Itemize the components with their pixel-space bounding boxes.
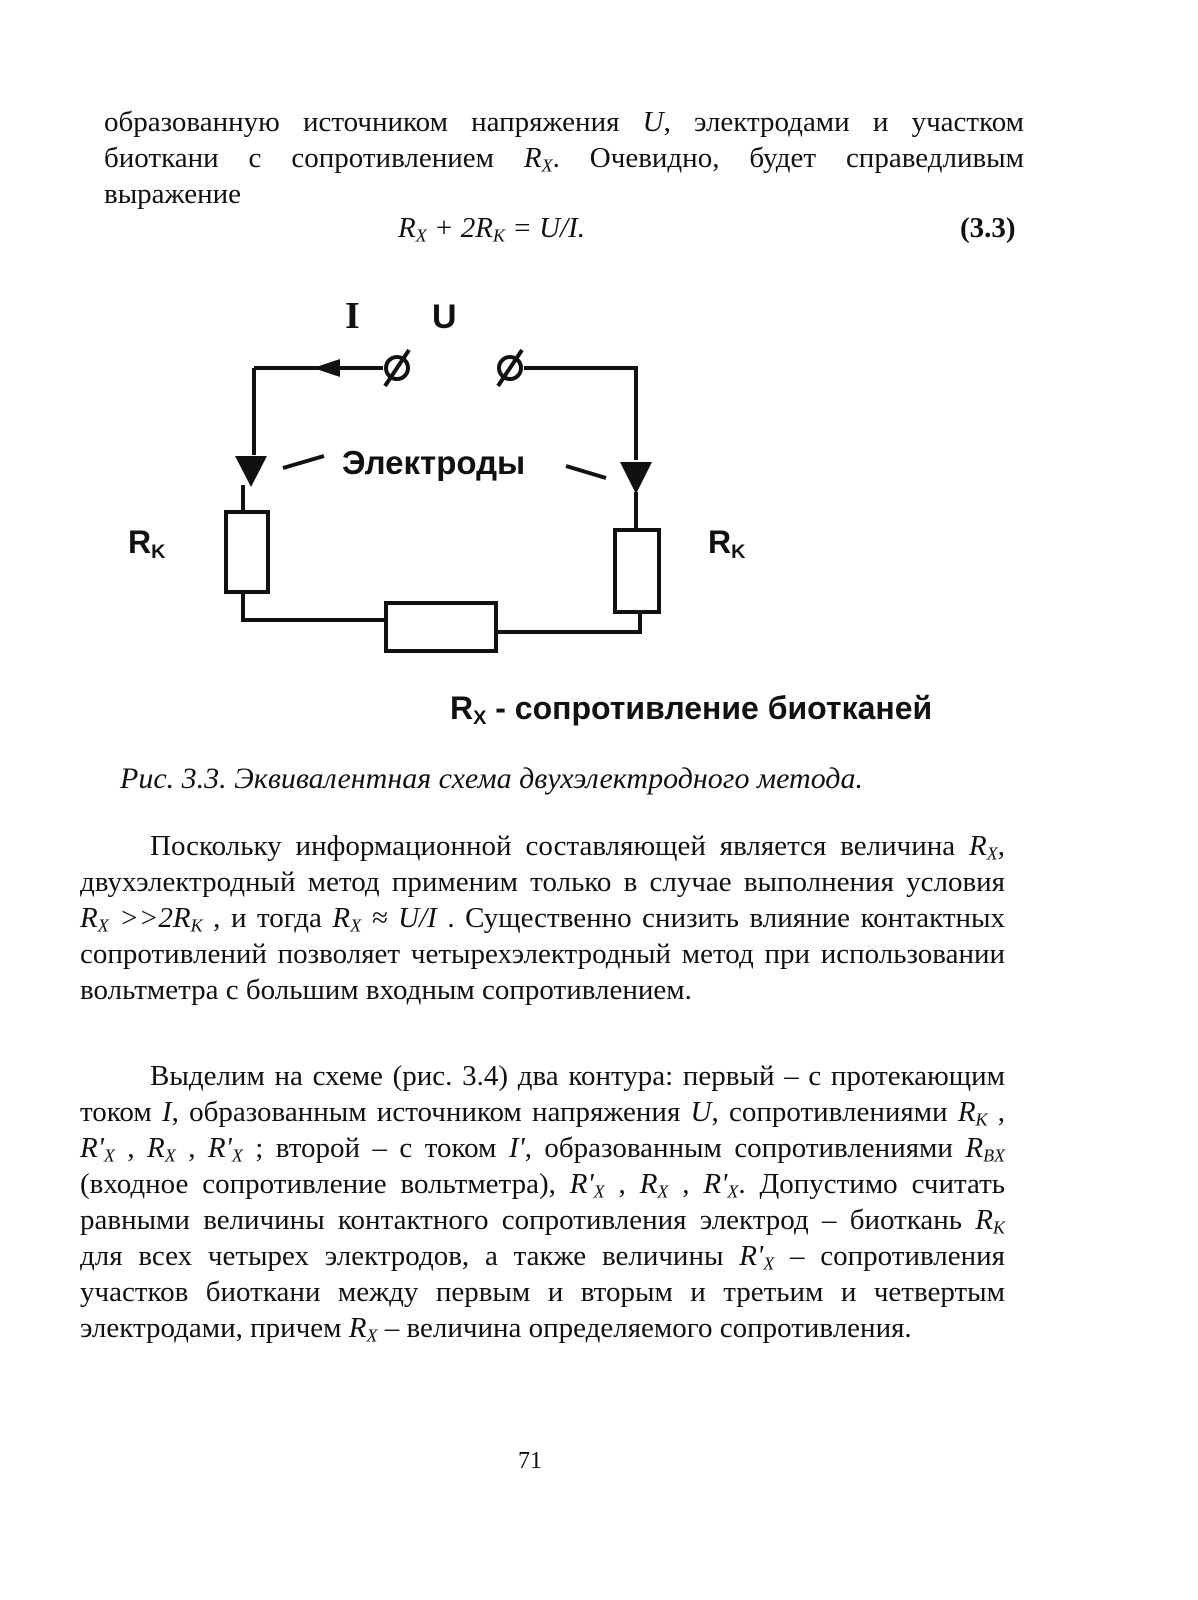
wire-bottom-left [243, 592, 386, 620]
rk-left-resistor [226, 512, 268, 592]
formula-expression: $R_X + 2R_K = U/I$. [398, 212, 585, 246]
label-rk-right: $R_K$ [708, 524, 746, 563]
body-paragraph-1: Поскольку информационной составляющей является величина $R_X$, двухэлектродный метод применим только в случае выполнения условия $R_X >>2R_K$ , и тогда $R_X \approx U/I$ . Существенно снизить влияние контактных сопротивлений позволяет четырехэлектродный метод при использовании вольтметра с большим входным сопротивлением. [80, 830, 1006, 1006]
label-rk-left: $R_K$ [128, 524, 166, 563]
circuit-diagram [0, 280, 1198, 760]
var-u: U [642, 106, 664, 138]
rk-right-resistor [615, 530, 659, 612]
label-electrodes: Электроды [342, 444, 526, 481]
body-paragraph-2: Выделим на схеме (рис. 3.4) два контура: первый – с протекающим током I, образованным источником напряжения U, сопротивлениями $R_K$ , $R'_X$ , $R_X$ , $R'_X$ ; второй – с током I', образованным сопротивлениями $R_{BX}$ (входное сопротивление вольтметра), $R'_X$ , $R_X$ , $R'_X$. Допустимо считать равными величины контактного сопротивления электрод – биоткань $R_K$ для всех четырех электродов, а также величины $R'_X$ – сопротивления участков биоткани между первым и вторым и третьим и четвертым электродами, причем $R_X$ – величина определяемого сопротивления. [80, 1060, 1006, 1346]
electrode-leader-left [283, 456, 324, 468]
label-current: I [345, 295, 360, 337]
top-paragraph [104, 104, 1024, 212]
wire-bottom-right [496, 612, 640, 632]
circuit-svg [0, 280, 1198, 760]
figure-caption: Рис. 3.3. Эквивалентная схема двухэлектродного метода. [120, 762, 863, 795]
arrow-down-right-icon [620, 462, 652, 494]
rx-resistor [386, 603, 496, 651]
label-voltage: U [432, 298, 457, 336]
arrow-down-left-icon [235, 456, 267, 487]
var-rx: $R_X$ [523, 142, 553, 176]
formula-3-3 [0, 212, 1198, 252]
arrow-left-icon [313, 359, 340, 377]
text-run: , электродами и участком биоткани с сопротивлением [104, 106, 1024, 174]
electrode-leader-right [566, 466, 606, 478]
label-rx-description: $R_X$ - сопротивление биотканей [450, 690, 933, 729]
page-number: 71 [518, 1448, 542, 1474]
text-run: образованную источником напряжения [104, 106, 643, 138]
formula-number: (3.3) [960, 212, 1016, 244]
text-run: . Очевидно, будет справедливым выражение [104, 142, 1024, 210]
wire-top-right [524, 368, 636, 460]
